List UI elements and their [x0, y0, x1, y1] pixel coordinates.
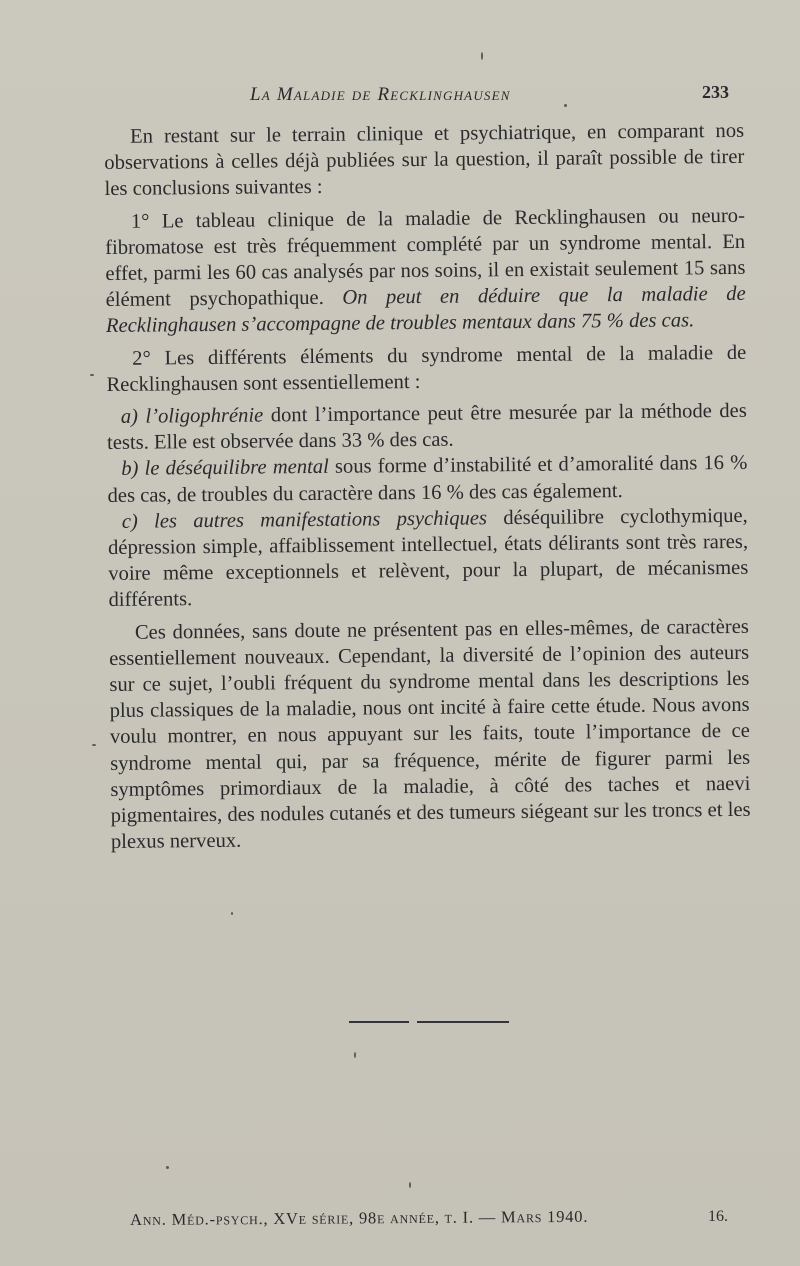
conclusion-1-lead: 1° Le tableau clinique de la maladie de Recklinghausen ou neuro-fibromatose est très fréquemment complété par un syndrome mental. En effet, parmi les 60 cas analysés par nos soins, il en existait seulement 15 sans élément psychopathique.: [105, 204, 746, 312]
item-c-text: déséquilibre cyclothymique, dépression simple, affaiblissement intellectuel, états délirants sont très rares, voire même exceptionnels et relèvent, pour la plupart, de mécanismes différents.: [107, 504, 749, 612]
paper-speck: [231, 912, 233, 915]
end-rule-left: [349, 1021, 409, 1023]
item-b-term: le déséquilibre mental: [144, 456, 329, 481]
paper-speck: [92, 744, 96, 746]
item-b-text: sous forme d’instabilité et d’amoralité dans 16 % des cas, de troubles du caractère dans 16 % des cas également.: [107, 452, 748, 507]
paper-speck: [564, 104, 567, 107]
item-a-marker: a): [120, 405, 139, 428]
item-a-text: dont l’importance peut être mesurée par la méthode des tests. Elle est observée dans 33 % des cas.: [106, 399, 747, 455]
paper-speck: [166, 1166, 169, 1169]
paper-speck: [90, 374, 94, 376]
paragraph-conclusion-2: 2° Les différents éléments du syndrome mental de la maladie de Recklinghausen sont essentiellement :: [106, 341, 747, 396]
running-header: [0, 80, 800, 110]
list-item-b: [107, 450, 747, 509]
body-text: [104, 118, 751, 862]
paper-speck: [481, 52, 483, 60]
paper-speck: [409, 1182, 411, 1188]
running-title: La Maladie de Recklinghausen: [250, 84, 511, 105]
journal-citation: Ann. Méd.-psych., XVe série, 98e année, t. I. — Mars 1940.: [130, 1206, 589, 1229]
list-item-c: [108, 503, 749, 614]
item-b-marker: b): [121, 458, 139, 481]
paragraph-conclusion-1: [105, 202, 746, 339]
paragraph-closing: Ces données, sans doute ne présentent pas en elles-mêmes, de caractères essentiellement nouveaux. Cependant, la diversité de l’opinion des auteurs sur ce sujet, l’oubli fréquent du syndrome mental dans les descriptions les plus classiques de la maladie, nous ont incité à faire cette étude. Nous avons voulu montrer, en nous appuyant sur les faits, toute l’importance de ce syndrome mental qui, par sa fréquence, mérite de figurer parmi les symptômes primordiaux de la maladie, à côté des taches et naevi pigmentaires, des nodules cutanés et des tumeurs siégeant sur les troncs et les plexus nerveux.: [109, 615, 751, 854]
end-rule-right: [417, 1021, 509, 1023]
page-number: 233: [702, 82, 729, 102]
item-a-term: l’oligophrénie: [145, 404, 264, 428]
item-c-marker: c): [121, 510, 138, 533]
item-c-term: les autres manifestations psychiques: [153, 507, 488, 533]
page-footer: [130, 1208, 750, 1236]
list-item-a: [107, 398, 747, 457]
paper-speck: [354, 1052, 356, 1058]
signature-mark: 16.: [708, 1208, 728, 1225]
paragraph-intro: En restant sur le terrain clinique et psychiatrique, en comparant nos observations à celles déjà publiées sur la question, il paraît possible de tirer les conclusions suivantes :: [104, 119, 745, 201]
conclusion-1-emphasis: On peut en déduire que la maladie de Recklinghausen s’accompagne de troubles mentaux dans 75 % des cas.: [105, 283, 746, 338]
